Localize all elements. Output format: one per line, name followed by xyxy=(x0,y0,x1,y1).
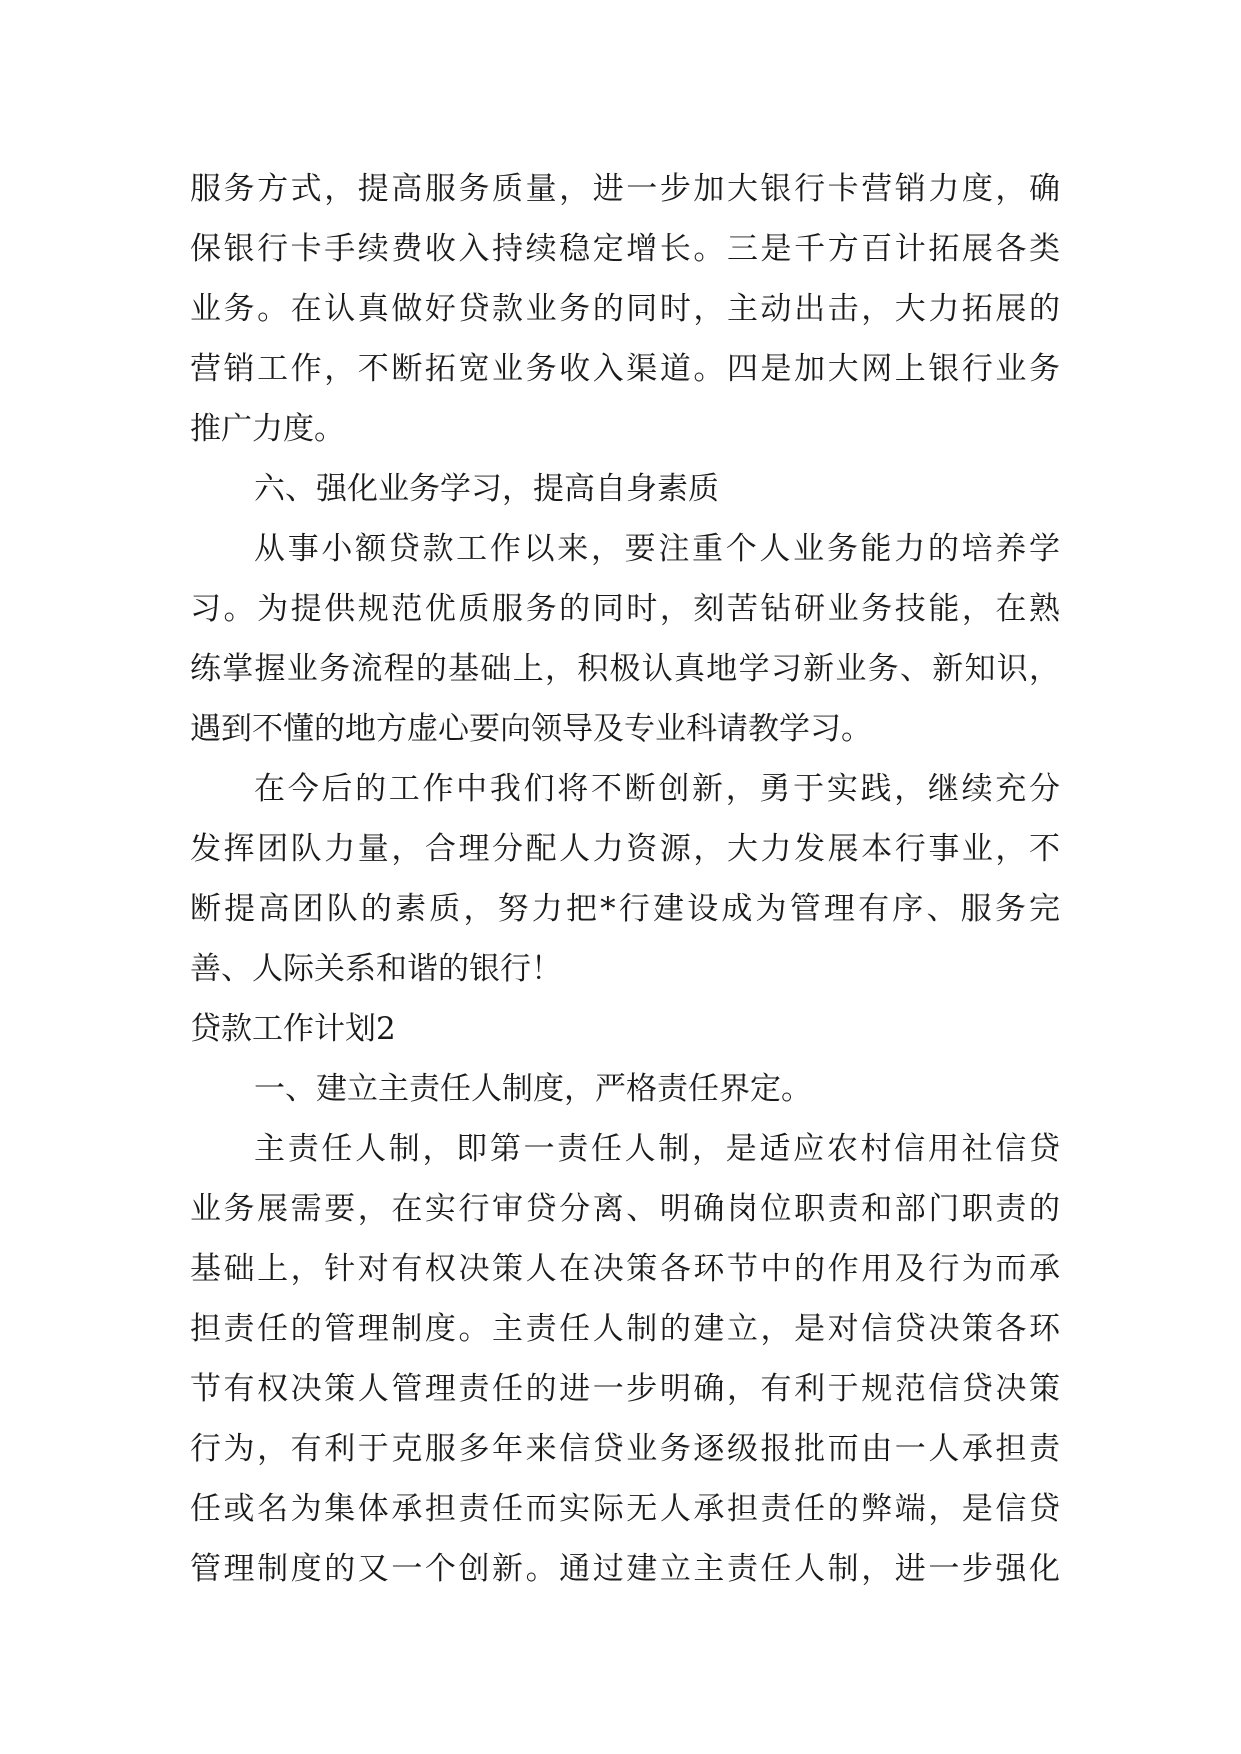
text-line: 断提高团队的素质，努力把*行建设成为管理有序、服务完 xyxy=(190,891,1060,927)
text-line: 担责任的管理制度。主责任人制的建立，是对信贷决策各环 xyxy=(190,1311,1060,1347)
text-line: 节有权决策人管理责任的进一步明确，有利于规范信贷决策 xyxy=(190,1371,1060,1407)
text-line: 管理制度的又一个创新。通过建立主责任人制，进一步强化 xyxy=(190,1551,1060,1587)
text-line: 营销工作，不断拓宽业务收入渠道。四是加大网上银行业务 xyxy=(190,351,1060,387)
text-line: 行为，有利于克服多年来信贷业务逐级报批而由一人承担责 xyxy=(190,1431,1060,1467)
text-line: 保银行卡手续费收入持续稳定增长。三是千方百计拓展各类 xyxy=(190,231,1060,267)
text-line: 遇到不懂的地方虚心要向领导及专业科请教学习。 xyxy=(190,711,872,747)
text-line: 发挥团队力量，合理分配人力资源，大力发展本行事业，不 xyxy=(190,831,1060,867)
text-line: 业务展需要，在实行审贷分离、明确岗位职责和部门职责的 xyxy=(190,1191,1060,1227)
text-line: 六、强化业务学习，提高自身素质 xyxy=(254,471,719,507)
text-line: 任或名为集体承担责任而实际无人承担责任的弊端，是信贷 xyxy=(190,1491,1060,1527)
text-line: 一、建立主责任人制度，严格责任界定。 xyxy=(254,1071,812,1107)
text-line: 业务。在认真做好贷款业务的同时，主动出击，大力拓展的 xyxy=(190,291,1060,327)
text-line: 习。为提供规范优质服务的同时，刻苦钻研业务技能，在熟 xyxy=(190,591,1060,627)
text-line: 贷款工作计划2 xyxy=(190,1011,396,1047)
text-line: 从事小额贷款工作以来，要注重个人业务能力的培养学 xyxy=(254,531,1060,567)
text-line: 基础上，针对有权决策人在决策各环节中的作用及行为而承 xyxy=(190,1251,1060,1287)
text-line: 练掌握业务流程的基础上，积极认真地学习新业务、新知识， xyxy=(190,651,1060,687)
text-line: 推广力度。 xyxy=(190,411,345,447)
text-line: 主责任人制，即第一责任人制，是适应农村信用社信贷 xyxy=(254,1131,1060,1167)
document-body xyxy=(190,159,1060,1599)
text-line: 服务方式，提高服务质量，进一步加大银行卡营销力度，确 xyxy=(190,171,1060,207)
text-line: 在今后的工作中我们将不断创新，勇于实践，继续充分 xyxy=(254,771,1060,807)
text-line: 善、人际关系和谐的银行！ xyxy=(190,951,562,987)
